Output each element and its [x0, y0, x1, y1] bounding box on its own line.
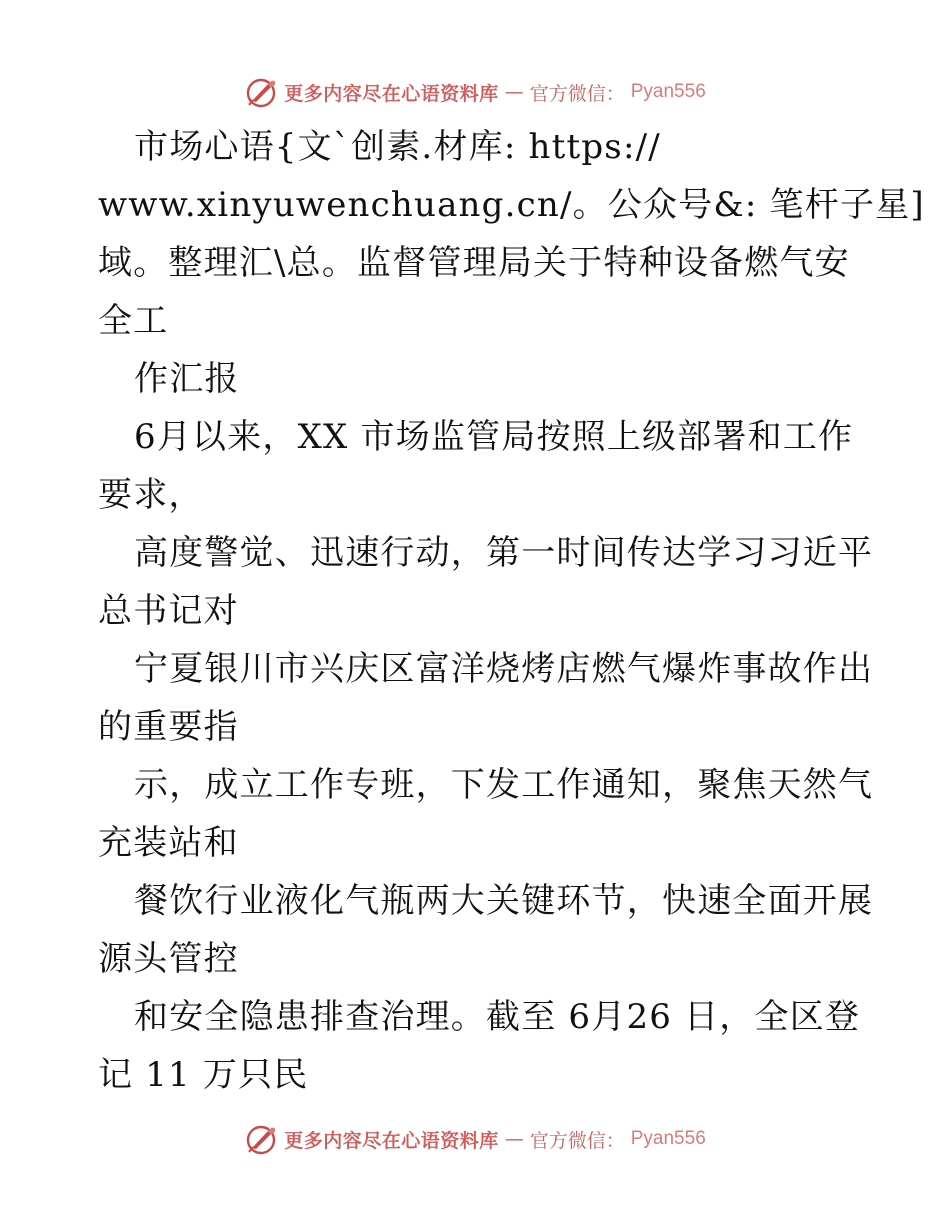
body-text-line: 宁夏银川市兴庆区富洋烧烤店燃气爆炸事故作出: [134, 649, 874, 689]
header-watermark-banner: [0, 72, 950, 112]
body-text-line: 充装站和: [98, 823, 239, 863]
body-text-line: 全工: [98, 301, 169, 341]
body-text-line: 总书记对: [98, 591, 239, 631]
document-body: [98, 118, 925, 1104]
separator-dash: —: [504, 81, 524, 103]
body-text-line: 记 11 万只民: [98, 1055, 309, 1095]
body-text-line: 市场心语{文`创素.材库: https://: [134, 127, 661, 167]
footer-watermark-banner: [0, 1119, 950, 1159]
wechat-account: Pyan556: [630, 1128, 706, 1149]
body-text-line: 餐饮行业液化气瓶两大关键环节，快速全面开展: [134, 881, 874, 921]
feather-pen-logo-icon: [244, 75, 278, 109]
body-text-line: 要求，: [98, 475, 204, 515]
wechat-label: 官方微信：: [529, 1129, 625, 1152]
body-text-line: 源头管控: [98, 939, 239, 979]
body-text-line: 高度警觉、迅速行动，第一时间传达学习习近平: [134, 533, 874, 573]
body-text-line: 域。整理汇\总。监督管理局关于特种设备燃气安: [98, 243, 850, 283]
brand-text: 更多内容尽在心语资料库: [284, 82, 499, 105]
body-text-line: 作汇报: [134, 359, 240, 399]
body-text-line: 6月以来，XX 市场监管局按照上级部署和工作: [134, 417, 854, 457]
body-text-line: 示，成立工作专班，下发工作通知，聚焦天然气: [134, 765, 874, 805]
wechat-account: Pyan556: [630, 81, 706, 102]
body-text-line: 和安全隐患排查治理。截至 6月26 日，全区登: [134, 997, 861, 1037]
brand-text: 更多内容尽在心语资料库: [284, 1129, 499, 1152]
body-text-line: 的重要指: [98, 707, 239, 747]
body-text-line: www.xinyuwenchuang.cn/。公众号&: 笔杆子星]: [98, 185, 925, 225]
wechat-label: 官方微信：: [529, 82, 625, 105]
feather-pen-logo-icon: [244, 1122, 278, 1156]
separator-dash: —: [504, 1128, 524, 1150]
